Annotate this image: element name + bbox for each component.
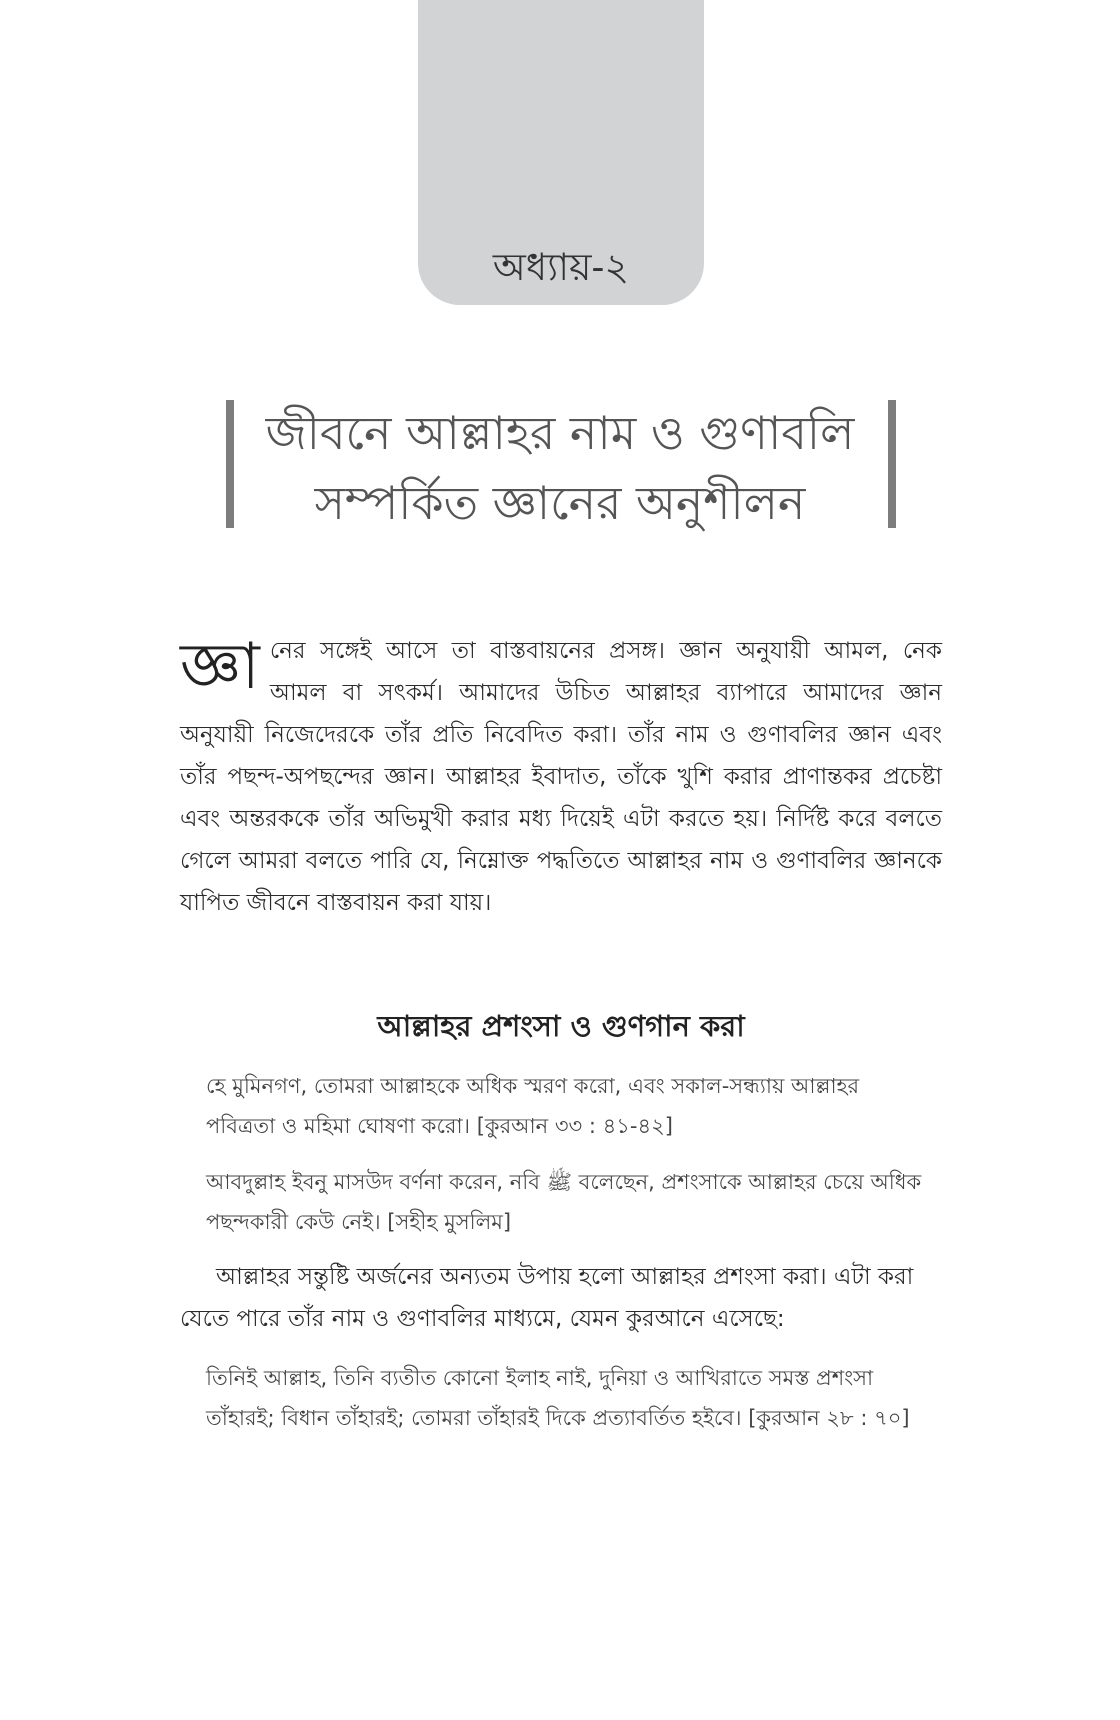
chapter-label: অধ্যায়-২ bbox=[492, 245, 630, 289]
chapter-title-line-1: জীবনে আল্লাহর নাম ও গুণাবলি bbox=[265, 406, 855, 460]
quran-quote-1: হে মুমিনগণ, তোমরা আল্লাহকে অধিক স্মরণ করো, এবং সকাল-সন্ধ্যায় আল্লাহর পবিত্রতা ও মহিমা ঘোষণা করো। [কুরআন ৩৩ : ৪১-৪২] bbox=[206, 1074, 860, 1138]
title-right-bar bbox=[888, 400, 896, 528]
hadith-quote: আবদুল্লাহ ইবনু মাসউদ বর্ণনা করেন, নবি ﷺ বলেছেন, প্রশংসাকে আল্লাহর চেয়ে অধিক পছন্দকারী কেউ নেই। [সহীহ মুসলিম] bbox=[206, 1170, 922, 1234]
chapter-title bbox=[240, 398, 880, 538]
chapter-title-line-2: সম্পর্কিত জ্ঞানের অনুশীলন bbox=[314, 476, 806, 530]
title-left-bar bbox=[226, 400, 234, 528]
body-paragraph: আল্লাহর সন্তুষ্টি অর্জনের অন্যতম উপায় হলো আল্লাহর প্রশংসা করা। এটা করা যেতে পারে তাঁর নাম ও গুণাবলির মাধ্যমে, যেমন কুরআনে এসেছে: bbox=[180, 1264, 914, 1332]
quran-quote-2: তিনিই আল্লাহ, তিনি ব্যতীত কোনো ইলাহ নাই, দুনিয়া ও আখিরাতে সমস্ত প্রশংসা তাঁহারই; বিধান তাঁহারই; তোমরা তাঁহারই দিকে প্রত্যাবর্তিত হইবে। [কুরআন ২৮ : ৭০] bbox=[206, 1366, 910, 1430]
chapter-tab bbox=[418, 0, 704, 305]
section-heading: আল্লাহর প্রশংসা ও গুণগান করা bbox=[377, 1009, 745, 1043]
intro-text: নের সঙ্গেই আসে তা বাস্তবায়নের প্রসঙ্গ। জ্ঞান অনুযায়ী আমল, নেক আমল বা সৎকর্ম। আমাদের উচিত আল্লাহর ব্যাপারে আমাদের জ্ঞান অনুযায়ী নিজেদেরকে তাঁর প্রতি নিবেদিত করা। তাঁর নাম ও গুণাবলির জ্ঞান এবং তাঁর পছন্দ-অপছন্দের জ্ঞান। আল্লাহর ইবাদাত, তাঁকে খুশি করার প্রাণান্তকর প্রচেষ্টা এবং অন্তরককে তাঁর অভিমুখী করার মধ্য দিয়েই এটা করতে হয়। নির্দিষ্ট করে বলতে গেলে আমরা বলতে পারি যে, নিম্নোক্ত পদ্ধতিতে আল্লাহর নাম ও গুণাবলির জ্ঞানকে যাপিত জীবনে বাস্তবায়ন করা যায়। bbox=[180, 638, 942, 916]
intro-dropcap: জ্ঞা bbox=[180, 630, 260, 704]
intro-paragraph bbox=[180, 630, 942, 924]
